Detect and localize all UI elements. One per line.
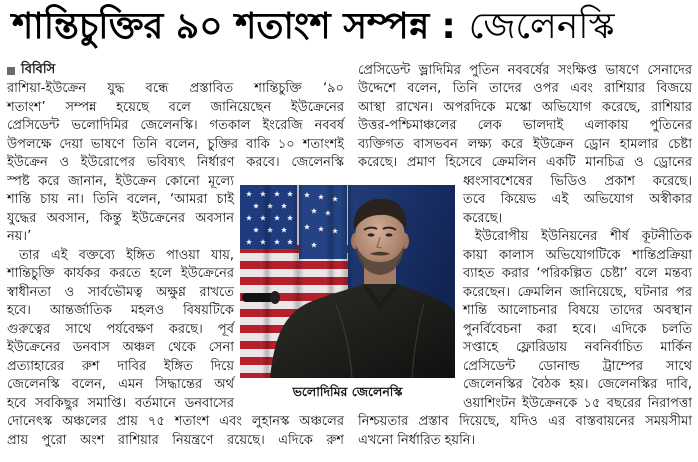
article-line: নয়।’ (7, 229, 32, 244)
article-line: উদ্দেশে বলেন, তিনি তাদের ওপর এবং রাশিয়ার বিজয়ে (358, 81, 692, 96)
article-line: হবে। আন্তর্জাতিক মহলও বিষয়টিকে (7, 303, 234, 318)
flag-fold-shadow (262, 185, 272, 378)
article-line: তার এই বক্তব্যে ইঙ্গিত পাওয়া যায়, (19, 247, 234, 263)
article-line: যুদ্ধের অবসান, কিন্তু ইউক্রেনের অবসান (7, 210, 234, 226)
square-bullet-icon (7, 67, 15, 75)
article-line: ইউক্রেনের ডনবাস অঞ্চল থেকে সেনা (7, 340, 234, 355)
headline-separator: : (441, 6, 456, 47)
article-line: শান্তি চায় না। তিনি বলেন, ‘আমরা চাই (7, 192, 234, 207)
article-line: রাশিয়া-ইউক্রেন যুদ্ধ বন্ধে প্রস্তাবিত শান্তিচুক্তি ‘৯০ (7, 81, 344, 96)
article-line: ব্যক্তিগত বাসভবন লক্ষ্য করে ইউক্রেন ড্রোন হামলার চেষ্টা (358, 136, 692, 152)
article-line: উত্তর-পশ্চিমাঞ্চলের লেক ভালদাই এলাকায় পুতিনের (358, 118, 692, 133)
person-eye (368, 233, 375, 236)
article-line: নিশ্চয়তার প্রস্তাব দিয়েছে, যদিও এর বাস্তবায়নের সময়সীমা (358, 414, 692, 429)
photo-caption: ভলোদিমির জেলেনস্কি (292, 384, 403, 399)
article-line: প্রেসিডেন্ট ভ্লাদিমির পুতিন নববর্ষের সংক্ষিপ্ত ভাষণে সেনাদের (358, 62, 692, 78)
article-line: ধ্বংসাবশেষের ভিডিও প্রকাশ করেছে। (463, 173, 692, 189)
article-line: প্রায় পুরো অংশ রাশিয়ার নিয়ন্ত্রণে রয়েছে। এদিকে রুশ (7, 432, 344, 448)
article-line: এখনো নির্ধারিত হয়নি। (358, 432, 476, 448)
news-photo (240, 185, 455, 378)
article-line: জেলেনস্কি বলেন, এমন সিদ্ধান্তের অর্থ (7, 377, 234, 392)
article-line: করেছে। (463, 210, 503, 226)
article-line: জেলেনস্কির বৈঠক হয়। জেলেনস্কির দাবি, (463, 377, 692, 392)
headline-subject: জেলেনস্কি (468, 6, 615, 47)
article-line: স্পষ্ট করে জানান, ইউক্রেন কোনো মূল্যে (7, 173, 234, 189)
microphone-body (242, 293, 274, 302)
article-line: গুরুত্বের সাথে পর্যবেক্ষণ করছে। পূর্ব (7, 321, 234, 337)
article-line: তবে কিয়েভ এই অভিযোগ অস্বীকার (463, 192, 692, 207)
article-line: ওয়াশিংটন ইউক্রেনকে ১৫ বছরের নিরাপত্তা (463, 395, 692, 411)
byline (7, 62, 55, 81)
article-line: শান্তি আলোচনার বিষয়ে তাদের অবস্থান (463, 303, 692, 318)
article-line: করেছেন। ক্রেমলিন জানিয়েছে, ঘটনার পর (463, 284, 692, 300)
article-line: হবে সবকিছুর সমাপ্তি। বর্তমানে ডনবাসের (7, 395, 234, 411)
article-line: ব্যাহত করার ‘পরিকল্পিত চেষ্টা’ বলে মন্তব্য (463, 266, 692, 281)
photo-image (240, 185, 455, 378)
article-line: উপলক্ষে দেয়া ভাষণে তিনি বলেন, চুক্তির বাকি ১০ শতাংশই (7, 136, 344, 152)
article-line: স্বাধীনতা ও সার্বভৌমত্ব অক্ষুণ্ণ রাখতে (7, 284, 234, 300)
byline-source: বিবিসি (21, 62, 56, 78)
article-line: প্রত্যাহারের রুশ দাবির ইঙ্গিত দিয়ে (7, 358, 234, 374)
article-line: সপ্তাহে ফ্লোরিডায় নবনির্বাচিত মার্কিন (463, 340, 692, 355)
article-line: ইউক্রেন ও ইউরোপের ভবিষ্যৎ নির্ধারণ করবে। জেলেনস্কি (7, 155, 344, 170)
headline (12, 2, 688, 52)
article-line: শান্তিচুক্তি কার্যকর করতে হলে ইউক্রেনের (7, 266, 234, 281)
headline-main: শান্তিচুক্তির ৯০ শতাংশ সম্পন্ন (12, 6, 430, 47)
article-line: শতাংশ’ সম্পন্ন হয়েছে বলে জানিয়েছেন ইউক্রেনের (7, 99, 344, 115)
article-line: কায়া কালাস অভিযোগটিকে শান্তিপ্রক্রিয়া (463, 247, 692, 263)
person-eye (386, 233, 393, 236)
article-line: পুনর্বিবেচনা করা হবে। এদিকে চলতি (463, 321, 692, 337)
article-line: দোনেৎস্ক অঞ্চলের প্রায় ৭৫ শতাংশ এবং লুহানস্ক অঞ্চলের (7, 414, 344, 429)
article-line: করেছে। প্রমাণ হিসেবে ক্রেমলিন একটি মানচিত্র ও ড্রোনের (358, 155, 692, 170)
microphone-head (270, 291, 280, 304)
article-line: আস্থা রাখেন। অপরদিকে মস্কো অভিযোগ করেছে, রাশিয়ার (358, 99, 692, 115)
article-line: প্রেসিডেন্ট ভলোদিমির জেলেনস্কি। গতকাল ইংরেজি নববর্ষ (7, 118, 344, 133)
article-line: ইউরোপীয় ইউনিয়নের শীর্ষ কূটনীতিক (475, 229, 692, 244)
article-line: প্রেসিডেন্ট ডোনাল্ড ট্রাম্পের সাথে (463, 358, 692, 374)
